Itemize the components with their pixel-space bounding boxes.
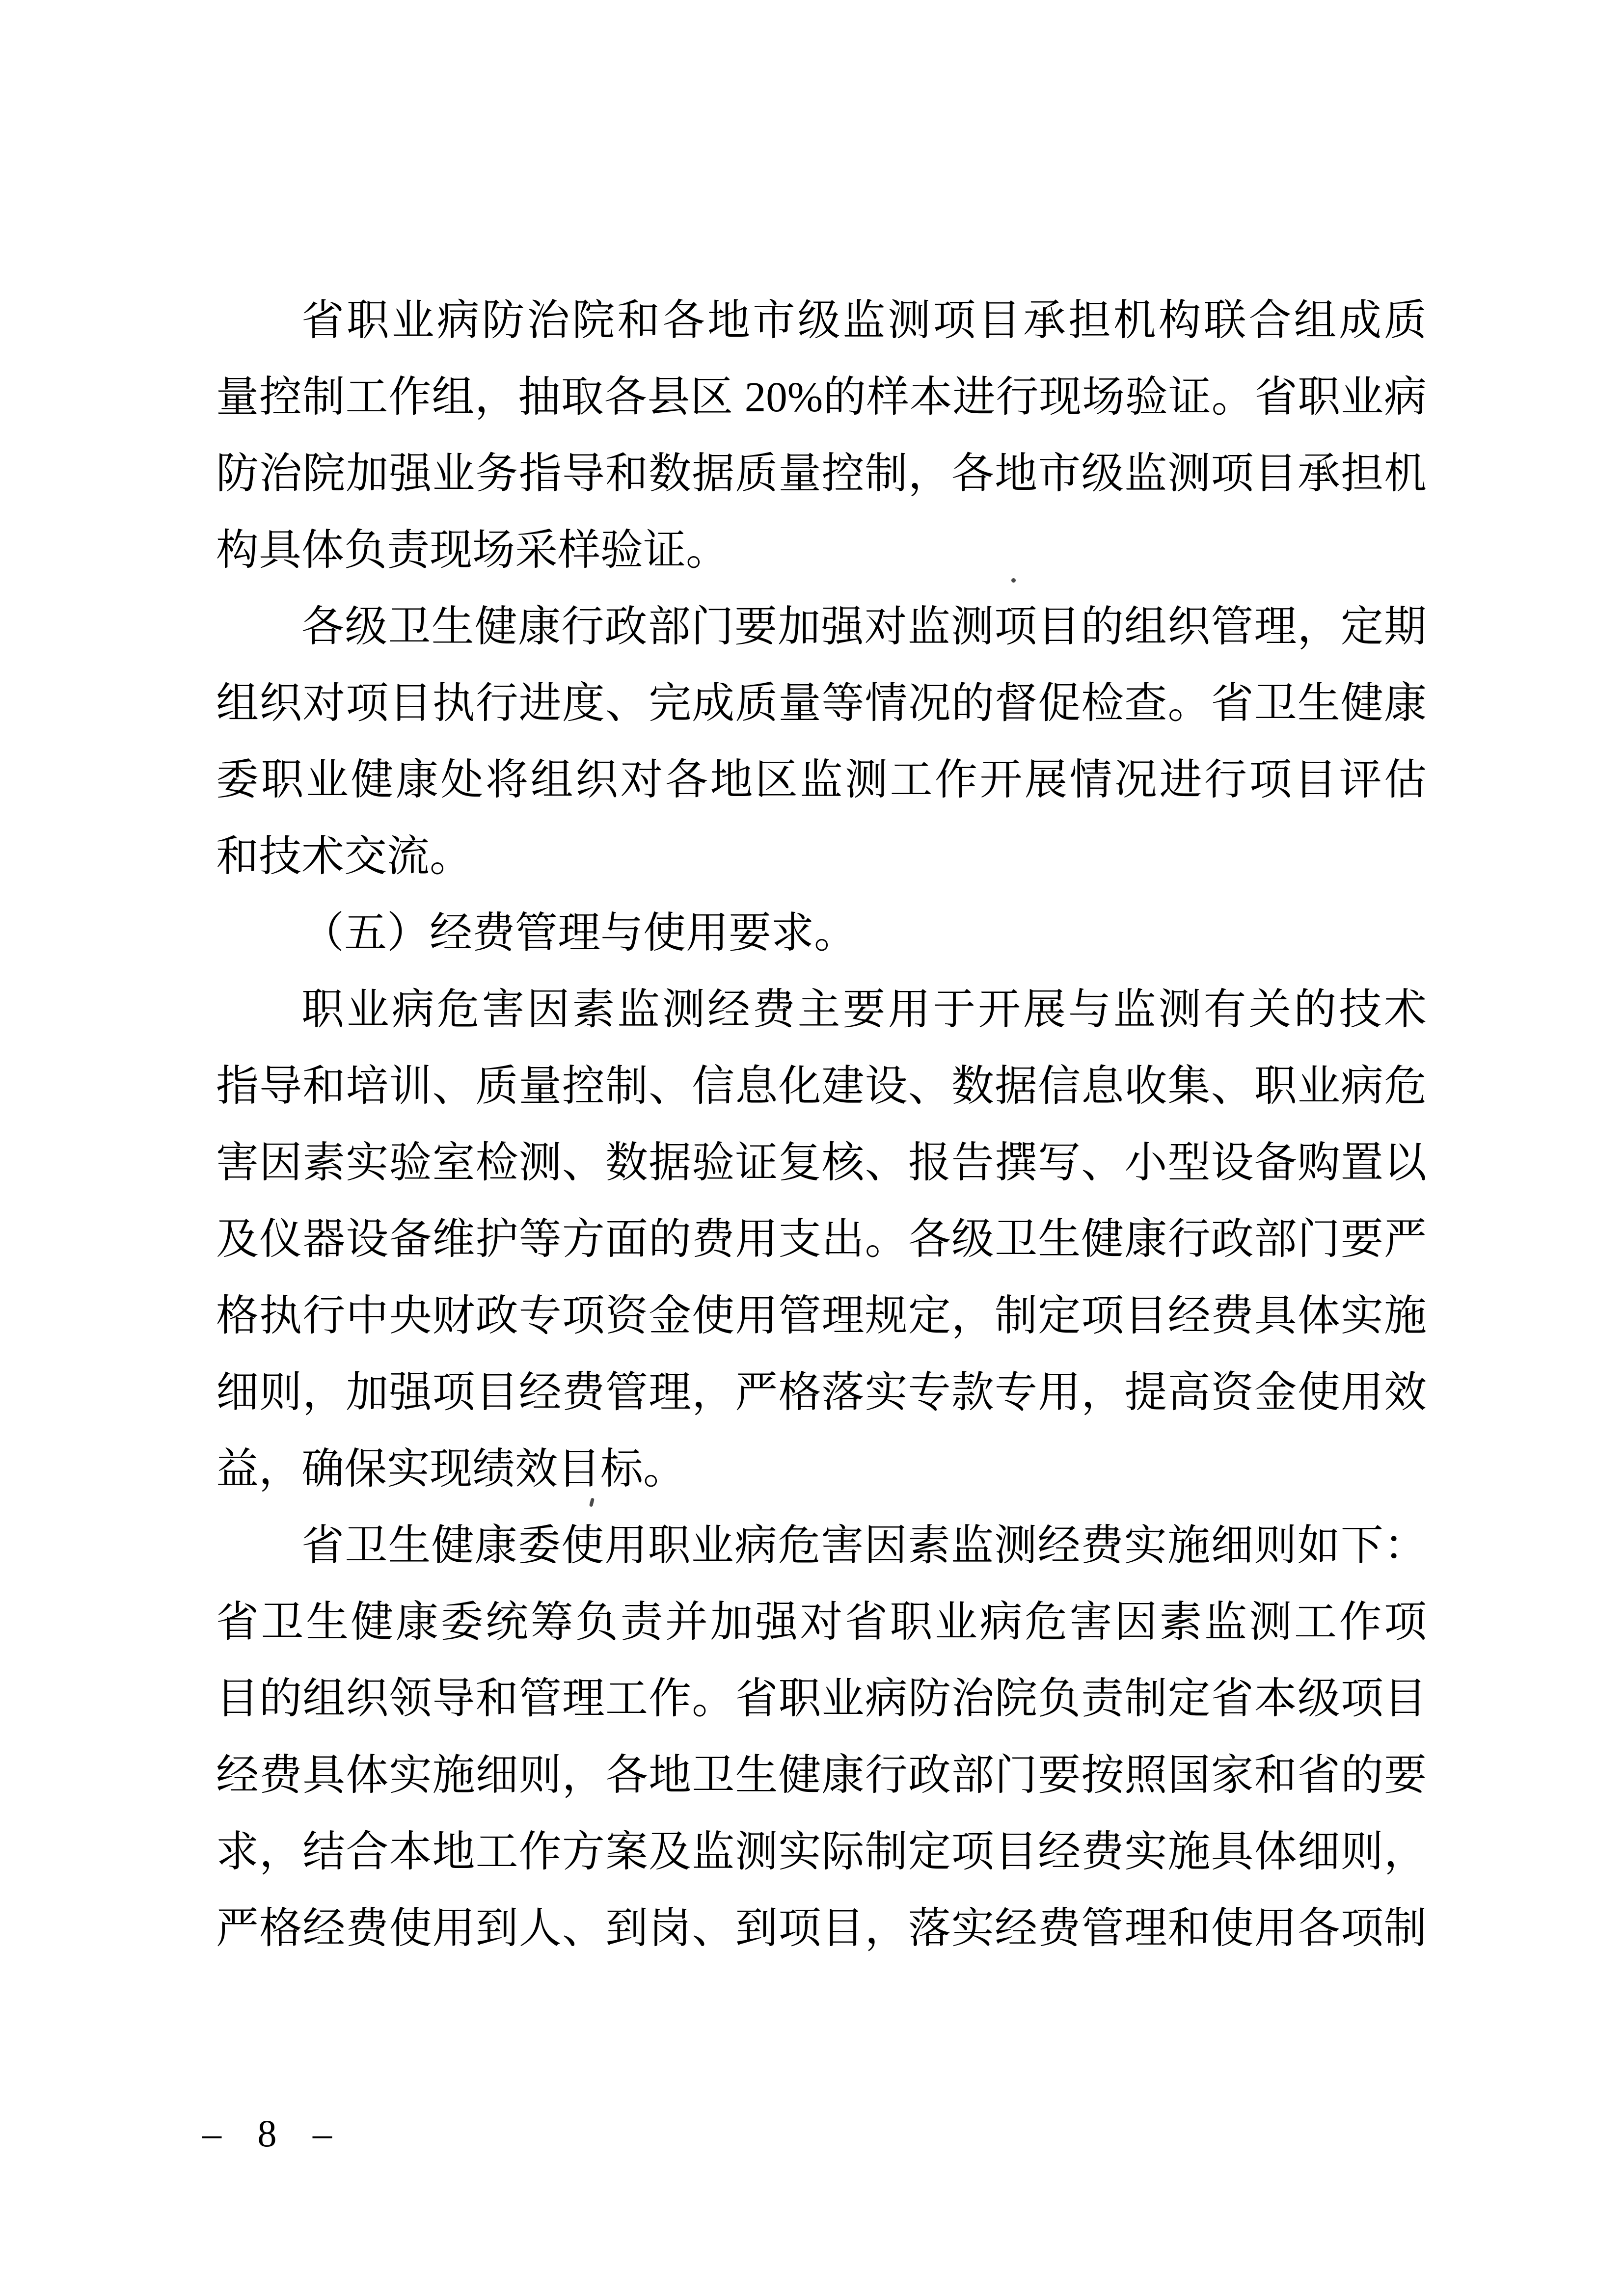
document-body [216,282,1427,1967]
text-line: 和技术交流。 [216,832,472,880]
text-line: 经费具体实施细则，各地卫生健康行政部门要按照国家和省的要 [216,1751,1427,1799]
text-line: 细则，加强项目经费管理，严格落实专款专用，提高资金使用效 [216,1368,1427,1416]
text-line: 目的组织领导和管理工作。省职业病防治院负责制定省本级项目 [216,1675,1427,1722]
scan-speck [1011,578,1016,583]
text-line: 指导和培训、质量控制、信息化建设、数据信息收集、职业病危 [216,1062,1427,1110]
text-line: 及仪器设备维护等方面的费用支出。各级卫生健康行政部门要严 [216,1215,1427,1263]
section-heading-line: （五）经费管理与使用要求。 [301,909,857,957]
text-line: 委职业健康处将组织对各地区监测工作开展情况进行项目评估 [216,756,1427,803]
text-line: 构具体负责现场采样验证。 [216,526,729,574]
text-line: 益，确保实现绩效目标。 [216,1445,686,1493]
text-line: 严格经费使用到人、到岗、到项目，落实经费管理和使用各项制 [216,1904,1427,1952]
text-line: 省卫生健康委统筹负责并加强对省职业病危害因素监测工作项 [216,1598,1427,1646]
page-footer [202,2112,339,2155]
text-line: 各级卫生健康行政部门要加强对监测项目的组织管理，定期 [301,603,1427,650]
text-line: 量控制工作组，抽取各县区 20%的样本进行现场验证。省职业病 [216,373,1427,421]
text-line: 组织对项目执行进度、完成质量等情况的督促检查。省卫生健康 [216,679,1427,727]
page-number: – 8 – [202,2112,339,2155]
text-line: 职业病危害因素监测经费主要用于开展与监测有关的技术 [301,986,1427,1033]
text-line: 格执行中央财政专项资金使用管理规定，制定项目经费具体实施 [216,1292,1427,1339]
text-line: 求，结合本地工作方案及监测实际制定项目经费实施具体细则， [216,1828,1427,1875]
text-line: 防治院加强业务指导和数据质量控制，各地市级监测项目承担机 [216,450,1427,497]
text-line: 害因素实验室检测、数据验证复核、报告撰写、小型设备购置以 [216,1139,1427,1186]
text-line: 省职业病防治院和各地市级监测项目承担机构联合组成质 [301,296,1427,344]
text-line: 省卫生健康委使用职业病危害因素监测经费实施细则如下： [301,1522,1427,1569]
